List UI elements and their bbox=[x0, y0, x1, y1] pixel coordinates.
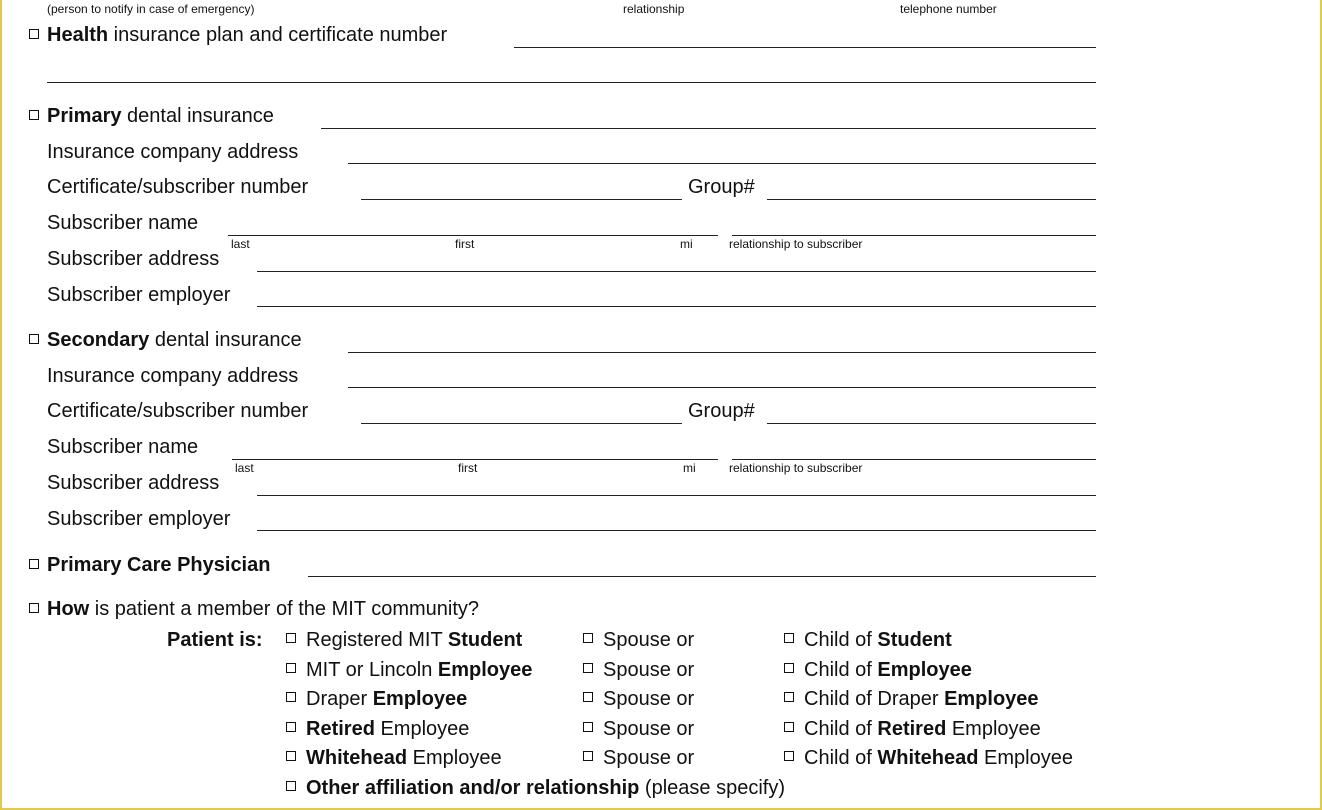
secondary-subscriber-name-line[interactable] bbox=[232, 459, 718, 460]
spouse-draper-label: Spouse or bbox=[603, 688, 695, 710]
emergency-person-caption: (person to notify in case of emergency) bbox=[47, 2, 255, 16]
primary-company-address-line[interactable] bbox=[348, 163, 1096, 164]
primary-subscriber-address-label: Subscriber address bbox=[47, 248, 220, 270]
primary-caption-mi: mi bbox=[680, 237, 693, 251]
spouse-student-label: Spouse or bbox=[603, 629, 695, 651]
spouse-mit-lincoln-checkbox[interactable] bbox=[583, 663, 593, 673]
secondary-company-address-line[interactable] bbox=[348, 387, 1096, 388]
spouse-mit-lincoln-label: Spouse or bbox=[603, 659, 695, 681]
spouse-whitehead-checkbox[interactable] bbox=[583, 751, 593, 761]
secondary-dental-line[interactable] bbox=[348, 352, 1096, 353]
child-retired-checkbox[interactable] bbox=[784, 722, 794, 732]
mit-lincoln-employee-label: MIT or Lincoln Employee bbox=[306, 659, 533, 681]
emergency-relationship-caption: relationship bbox=[623, 2, 685, 16]
spouse-retired-checkbox[interactable] bbox=[583, 722, 593, 732]
how-member-checkbox[interactable] bbox=[29, 603, 39, 613]
primary-dental-line[interactable] bbox=[321, 128, 1096, 129]
primary-dental-label: Primary dental insurance bbox=[47, 105, 274, 127]
secondary-caption-relationship: relationship to subscriber bbox=[729, 461, 863, 475]
physician-checkbox[interactable] bbox=[29, 559, 39, 569]
child-draper-checkbox[interactable] bbox=[784, 692, 794, 702]
other-affiliation-label: Other affiliation and/or relationship (please specify) bbox=[306, 777, 785, 799]
primary-subscriber-address-line[interactable] bbox=[257, 271, 1096, 272]
primary-certificate-line[interactable] bbox=[361, 199, 682, 200]
secondary-relationship-line[interactable] bbox=[732, 459, 1096, 460]
secondary-caption-last: last bbox=[235, 461, 254, 475]
primary-caption-first: first bbox=[455, 237, 475, 251]
draper-employee-checkbox[interactable] bbox=[286, 692, 296, 702]
physician-line[interactable] bbox=[308, 576, 1096, 577]
primary-group-line[interactable] bbox=[767, 199, 1096, 200]
primary-dental-checkbox[interactable] bbox=[29, 110, 39, 120]
health-insurance-label: Health insurance plan and certificate number bbox=[47, 24, 448, 46]
secondary-group-line[interactable] bbox=[767, 423, 1096, 424]
child-student-checkbox[interactable] bbox=[784, 633, 794, 643]
child-employee-checkbox[interactable] bbox=[784, 663, 794, 673]
health-insurance-line-2[interactable] bbox=[47, 82, 1096, 83]
emergency-telephone-caption: telephone number bbox=[900, 2, 997, 16]
secondary-subscriber-address-label: Subscriber address bbox=[47, 472, 220, 494]
secondary-caption-first: first bbox=[458, 461, 478, 475]
primary-caption-last: last bbox=[231, 237, 250, 251]
child-whitehead-checkbox[interactable] bbox=[784, 751, 794, 761]
physician-label: Primary Care Physician bbox=[47, 554, 271, 576]
secondary-dental-label: Secondary dental insurance bbox=[47, 329, 302, 351]
child-retired-label: Child of Retired Employee bbox=[804, 718, 1041, 740]
whitehead-employee-checkbox[interactable] bbox=[286, 751, 296, 761]
secondary-certificate-label: Certificate/subscriber number bbox=[47, 400, 309, 422]
primary-subscriber-employer-label: Subscriber employer bbox=[47, 284, 231, 306]
secondary-subscriber-employer-line[interactable] bbox=[257, 530, 1096, 531]
mit-lincoln-employee-checkbox[interactable] bbox=[286, 663, 296, 673]
spouse-student-checkbox[interactable] bbox=[583, 633, 593, 643]
primary-subscriber-name-line[interactable] bbox=[228, 235, 718, 236]
child-draper-label: Child of Draper Employee bbox=[804, 688, 1039, 710]
retired-employee-label: Retired Employee bbox=[306, 718, 470, 740]
secondary-subscriber-address-line[interactable] bbox=[257, 495, 1096, 496]
secondary-dental-checkbox[interactable] bbox=[29, 334, 39, 344]
primary-subscriber-name-label: Subscriber name bbox=[47, 212, 199, 234]
secondary-certificate-line[interactable] bbox=[361, 423, 682, 424]
child-employee-label: Child of Employee bbox=[804, 659, 972, 681]
other-affiliation-checkbox[interactable] bbox=[286, 781, 296, 791]
draper-employee-label: Draper Employee bbox=[306, 688, 468, 710]
primary-group-label: Group# bbox=[688, 176, 755, 198]
spouse-whitehead-label: Spouse or bbox=[603, 747, 695, 769]
registered-student-checkbox[interactable] bbox=[286, 633, 296, 643]
primary-subscriber-employer-line[interactable] bbox=[257, 306, 1096, 307]
registered-student-label: Registered MIT Student bbox=[306, 629, 523, 651]
health-insurance-checkbox[interactable] bbox=[29, 29, 39, 39]
spouse-draper-checkbox[interactable] bbox=[583, 692, 593, 702]
secondary-caption-mi: mi bbox=[683, 461, 696, 475]
secondary-subscriber-employer-label: Subscriber employer bbox=[47, 508, 231, 530]
retired-employee-checkbox[interactable] bbox=[286, 722, 296, 732]
health-insurance-line[interactable] bbox=[514, 47, 1096, 48]
primary-caption-relationship: relationship to subscriber bbox=[729, 237, 863, 251]
patient-is-label: Patient is: bbox=[167, 629, 263, 651]
child-whitehead-label: Child of Whitehead Employee bbox=[804, 747, 1073, 769]
secondary-company-address-label: Insurance company address bbox=[47, 365, 299, 387]
secondary-subscriber-name-label: Subscriber name bbox=[47, 436, 199, 458]
spouse-retired-label: Spouse or bbox=[603, 718, 695, 740]
primary-company-address-label: Insurance company address bbox=[47, 141, 299, 163]
secondary-group-label: Group# bbox=[688, 400, 755, 422]
child-student-label: Child of Student bbox=[804, 629, 952, 651]
primary-relationship-line[interactable] bbox=[732, 235, 1096, 236]
primary-certificate-label: Certificate/subscriber number bbox=[47, 176, 309, 198]
how-member-label: How is patient a member of the MIT community? bbox=[47, 598, 480, 620]
whitehead-employee-label: Whitehead Employee bbox=[306, 747, 502, 769]
